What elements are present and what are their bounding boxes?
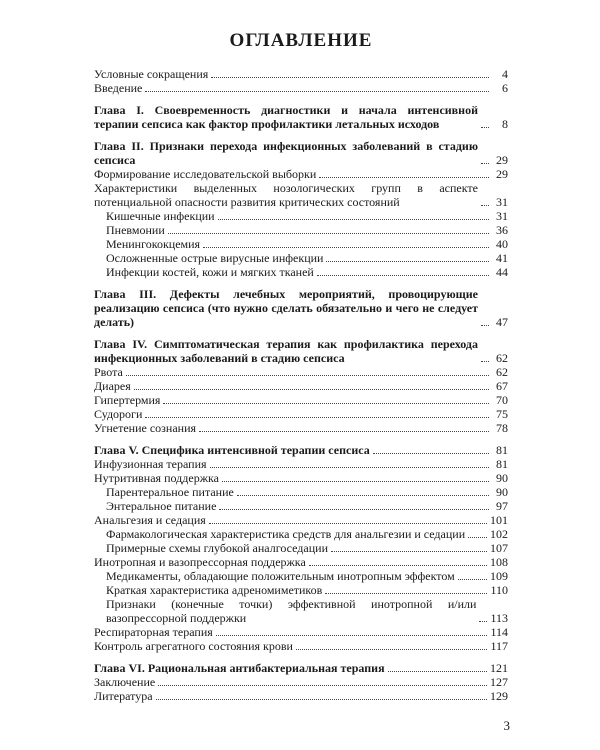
toc-page-number: 40 (496, 237, 508, 251)
leader-dots (468, 537, 487, 538)
toc-entry-hyperthermia (94, 393, 508, 407)
toc-entry-conclusion (94, 675, 508, 689)
toc-entry-nosological-groups (94, 181, 508, 209)
toc-entry-text: Глава IV. Симптоматическая терапия как профилактика перехода инфекционных заболеваний в стадию сепсиса (94, 337, 478, 365)
toc-entry-text: Диарея (94, 379, 131, 393)
toc-page-number: 31 (496, 209, 508, 223)
toc-page-number: 4 (502, 67, 508, 81)
toc-chapter-4 (94, 337, 508, 365)
toc-entry-enteral-nutrition (94, 499, 508, 513)
leader-dots (319, 177, 489, 178)
toc-chapter-6 (94, 661, 508, 675)
leader-dots (168, 233, 489, 234)
toc-entry-text: Пневмонии (106, 223, 165, 237)
toc-entry-text: Медикаменты, обладающие положительным инотропным эффектом (106, 569, 455, 583)
toc-page-number: 108 (490, 555, 508, 569)
leader-dots (134, 389, 489, 390)
toc-entry-text: Введение (94, 81, 143, 95)
leader-dots (481, 127, 489, 128)
toc-entry-text: Рвота (94, 365, 123, 379)
toc-entry-diarrhea (94, 379, 508, 393)
toc-page-number: 44 (496, 265, 508, 279)
leader-dots (317, 275, 489, 276)
toc-entry-text: Угнетение сознания (94, 421, 197, 435)
toc-page-number: 81 (496, 443, 508, 457)
toc-entry-abbreviations (94, 67, 508, 81)
page-number: 3 (503, 718, 510, 733)
leader-dots (388, 671, 487, 672)
toc-entry-text: Гипертермия (94, 393, 161, 407)
toc-title: ОГЛАВЛЕНИЕ (229, 30, 373, 51)
leader-dots (237, 495, 489, 496)
leader-dots (199, 431, 489, 432)
toc-entry-inotropic-support (94, 555, 508, 569)
toc-page-number: 102 (490, 527, 508, 541)
toc-entry-viral-infections (94, 251, 508, 265)
toc-page-number: 47 (496, 315, 508, 329)
toc-page-number: 101 (490, 513, 508, 527)
toc-entry-text: Осложненные острые вирусные инфекции (106, 251, 324, 265)
toc-entry-blood-aggregate-control (94, 639, 508, 653)
toc-entry-text: Инфекции костей, кожи и мягких тканей (106, 265, 314, 279)
toc-page-number: 110 (490, 583, 508, 597)
leader-dots (481, 361, 489, 362)
toc-entry-intestinal-infections (94, 209, 508, 223)
leader-dots (219, 509, 489, 510)
toc-entry-text: Кишечные инфекции (106, 209, 215, 223)
leader-dots (458, 579, 487, 580)
toc-entry-text: Глава III. Дефекты лечебных мероприятий, провоцирующие реализацию сепсиса (что нужно сделать обязательно и чего не следует делать) (94, 287, 478, 329)
leader-dots (218, 219, 489, 220)
leader-dots (126, 375, 489, 376)
toc-page-number: 97 (496, 499, 508, 513)
toc-entry-consciousness-depression (94, 421, 508, 435)
toc-page-number: 78 (496, 421, 508, 435)
toc-entry-infusion-therapy (94, 457, 508, 471)
toc-page-number: 62 (496, 365, 508, 379)
toc-page-number: 67 (496, 379, 508, 393)
toc-page-number: 41 (496, 251, 508, 265)
toc-entry-parenteral-nutrition (94, 485, 508, 499)
toc-page-number: 29 (496, 167, 508, 181)
toc-entry-text: Признаки (конечные точки) эффективной инотропной и/или вазопрессорной поддержки (106, 597, 477, 625)
toc-entry-respiratory-therapy (94, 625, 508, 639)
toc-entry-text: Глава V. Специфика интенсивной терапии сепсиса (94, 443, 370, 457)
leader-dots (481, 325, 489, 326)
leader-dots (156, 699, 487, 700)
leader-dots (158, 685, 487, 686)
toc-entry-text: Парентеральное питание (106, 485, 234, 499)
leader-dots (145, 91, 489, 92)
toc-entry-vomiting (94, 365, 508, 379)
toc-entry-analgosedation-schemes (94, 541, 508, 555)
toc-page-number: 109 (490, 569, 508, 583)
table-of-contents (94, 67, 508, 703)
toc-page-number: 29 (496, 153, 508, 167)
toc-page-number: 107 (490, 541, 508, 555)
toc-entry-bone-skin-infections (94, 265, 508, 279)
toc-entry-text: Глава II. Признаки перехода инфекционных заболеваний в стадию сепсиса (94, 139, 478, 167)
toc-entry-literature (94, 689, 508, 703)
toc-page-number: 113 (490, 611, 508, 625)
toc-entry-text: Глава VI. Рациональная антибактериальная терапия (94, 661, 385, 675)
toc-chapter-5 (94, 443, 508, 457)
toc-entry-text: Судороги (94, 407, 143, 421)
toc-entry-text: Литература (94, 689, 153, 703)
toc-entry-adrenomimetics (94, 583, 508, 597)
leader-dots (481, 205, 489, 206)
toc-entry-text: Условные сокращения (94, 67, 209, 81)
toc-page-number: 117 (490, 639, 508, 653)
leader-dots (481, 163, 489, 164)
toc-page-number: 81 (496, 457, 508, 471)
leader-dots (331, 551, 487, 552)
toc-page-number: 127 (490, 675, 508, 689)
toc-entry-text: Глава I. Своевременность диагностики и начала интенсивной терапии сепсиса как фактор профилактики летальных исходов (94, 103, 478, 131)
toc-entry-text: Формирование исследовательской выборки (94, 167, 317, 181)
toc-entry-pneumonia (94, 223, 508, 237)
toc-chapter-1 (94, 103, 508, 131)
toc-entry-inotropic-drugs (94, 569, 508, 583)
toc-page-number: 36 (496, 223, 508, 237)
toc-entry-text: Инфузионная терапия (94, 457, 207, 471)
leader-dots (326, 261, 489, 262)
toc-entry-text: Заключение (94, 675, 156, 689)
leader-dots (309, 565, 487, 566)
toc-entry-text: Характеристики выделенных нозологических групп в аспекте потенциальной опасности развития критических состояний (94, 181, 478, 209)
toc-entry-text: Анальгезия и седация (94, 513, 206, 527)
toc-entry-text: Инотропная и вазопрессорная поддержка (94, 555, 306, 569)
toc-entry-pharmacology-analgesia (94, 527, 508, 541)
toc-entry-text: Примерные схемы глубокой аналгоседации (106, 541, 328, 555)
toc-page-number: 129 (490, 689, 508, 703)
toc-entry-seizures (94, 407, 508, 421)
leader-dots (373, 453, 489, 454)
toc-page-number: 90 (496, 471, 508, 485)
toc-entry-text: Нутритивная поддержка (94, 471, 219, 485)
toc-entry-text: Респираторная терапия (94, 625, 213, 639)
toc-entry-analgesia-sedation (94, 513, 508, 527)
leader-dots (163, 403, 489, 404)
leader-dots (216, 635, 488, 636)
toc-chapter-3 (94, 287, 508, 329)
toc-page-number: 90 (496, 485, 508, 499)
toc-page-number: 114 (490, 625, 508, 639)
toc-entry-text: Энтеральное питание (106, 499, 217, 513)
leader-dots (145, 417, 489, 418)
toc-page-number: 75 (496, 407, 508, 421)
leader-dots (209, 523, 487, 524)
toc-entry-text: Фармакологическая характеристика средств для анальгезии и седации (106, 527, 466, 541)
toc-entry-meningococcemia (94, 237, 508, 251)
toc-page-number: 70 (496, 393, 508, 407)
leader-dots (210, 467, 489, 468)
leader-dots (296, 649, 488, 650)
toc-entry-text: Краткая характеристика адреномиметиков (106, 583, 323, 597)
toc-page-number: 121 (490, 661, 508, 675)
toc-entry-nutritional-support (94, 471, 508, 485)
toc-entry-support-endpoints (94, 597, 508, 625)
toc-entry-text: Контроль агрегатного состояния крови (94, 639, 293, 653)
toc-entry-sample-formation (94, 167, 508, 181)
toc-entry-introduction (94, 81, 508, 95)
toc-page-number: 6 (502, 81, 508, 95)
toc-page-number: 31 (496, 195, 508, 209)
toc-chapter-2 (94, 139, 508, 167)
toc-entry-text: Менингококцемия (106, 237, 201, 251)
leader-dots (479, 621, 487, 622)
leader-dots (211, 77, 489, 78)
toc-page-number: 62 (496, 351, 508, 365)
leader-dots (325, 593, 487, 594)
leader-dots (203, 247, 489, 248)
leader-dots (222, 481, 489, 482)
toc-page-number: 8 (502, 117, 508, 131)
